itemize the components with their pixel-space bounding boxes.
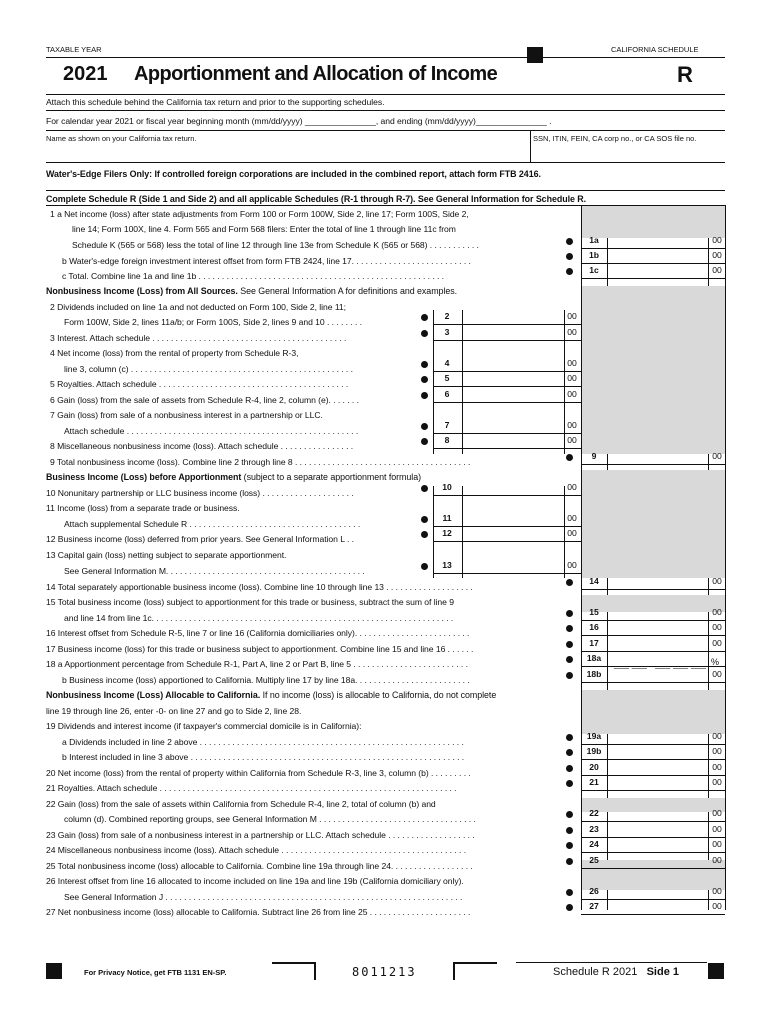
line-22-amount-input[interactable] [608, 807, 708, 821]
line-15-bullet-icon [566, 610, 573, 617]
form-title: Apportionment and Allocation of Income [134, 63, 498, 85]
line-18a-bullet-icon [566, 656, 573, 663]
line-4-text: 4 Net income (loss) from the rental of property from Schedule R-3, [50, 348, 299, 358]
line-13-rule [433, 573, 581, 574]
line-6-amount-input[interactable] [463, 388, 564, 402]
line-1a-cents: 00 [712, 235, 722, 245]
line-17-rule [581, 651, 725, 652]
line-1b-cents: 00 [712, 250, 722, 260]
line-9-rule [581, 464, 725, 465]
line-24-bullet-icon [566, 842, 573, 849]
line-10-rule [433, 495, 581, 496]
line-2-id: 2 [444, 311, 450, 321]
ssn-field[interactable] [531, 131, 725, 161]
line-7-cents: 00 [567, 420, 577, 430]
line-6-cents: 00 [567, 389, 577, 399]
line-27-id: 27 [589, 901, 599, 911]
line-11-bullet-icon [421, 516, 428, 523]
line-19b-amount-input[interactable] [608, 745, 708, 759]
line-11-cents: 00 [567, 513, 577, 523]
line-13-id: 13 [442, 560, 452, 570]
line-1a-id: 1a [589, 235, 599, 245]
line-27-amount-input[interactable] [608, 900, 708, 914]
line-23-id: 23 [589, 824, 599, 834]
line-8-text: 8 Miscellaneous nonbusiness income (loss). Attach schedule . . . . . . . . . . . . . . . . [50, 441, 354, 451]
percent-sign: % [711, 657, 720, 667]
line-3-id: 3 [444, 327, 450, 337]
line-9-id: 9 [591, 451, 597, 461]
line-19a-text: a Dividends included in line 2 above . . . . . . . . . . . . . . . . . . . . . . . . . . . . . . . . . . . . . . . . . . . . . . . . . . . . . . . . . [62, 737, 464, 747]
line-1a-bullet-icon [566, 238, 573, 245]
line-16-cents: 00 [712, 622, 722, 632]
line-25-bullet-icon [566, 858, 573, 865]
line-13-text-2: See General Information M. . . . . . . . . . . . . . . . . . . . . . . . . . . . . . . . . . . . . . . . . . . [64, 566, 365, 576]
line-11-amount-input[interactable] [463, 512, 564, 526]
line-19b-rule [581, 759, 725, 760]
line-23-text: 23 Gain (loss) from sale of a nonbusiness interest in a partnership or LLC. Attach schedule . . . . . . . . . . . . . . . . . . . [46, 830, 475, 840]
line-5-amount-input[interactable] [463, 372, 564, 386]
line-20-text: 20 Net income (loss) from the rental of property within California from Schedule R-3, line 3, column (b) . . . . . . . . . [46, 768, 471, 778]
line-14-text: 14 Total separately apportionable business income (loss). Combine line 10 through line 13 . . . . . . . . . . . . . . . . . . . [46, 582, 473, 592]
ssn-field-label: SSN, ITIN, FEIN, CA corp no., or CA SOS file no. [533, 134, 697, 143]
line-2-text: 2 Dividends included on line 1a and not deducted on Form 100, Side 2, line 11; [50, 302, 346, 312]
line-22-id: 22 [589, 808, 599, 818]
line-18b-cents: 00 [712, 669, 722, 679]
line-12-text: 12 Business income (loss) deferred from prior years. See General Information L . . [46, 534, 354, 544]
line-9-text: 9 Total nonbusiness income (loss). Combine line 2 through line 8 . . . . . . . . . . . . . . . . . . . . . . . . . . . . . . . . . . . . . . [50, 457, 471, 467]
line-15-id: 15 [589, 607, 599, 617]
line-23-bullet-icon [566, 827, 573, 834]
line-13-text: 13 Capital gain (loss) netting subject to separate apportionment. [46, 550, 287, 560]
line-18b-id: 18b [586, 669, 602, 679]
corner-mark-1 [272, 962, 316, 980]
taxable-year-label: TAXABLE YEAR [46, 45, 102, 54]
line-3-text: 3 Interest. Attach schedule . . . . . . . . . . . . . . . . . . . . . . . . . . . . . . . . . . . . . . . . . . [50, 333, 347, 343]
line-23-cents: 00 [712, 824, 722, 834]
line-13-cents: 00 [567, 560, 577, 570]
line-19b-bullet-icon [566, 749, 573, 756]
waters-edge-note: Water's-Edge Filers Only: If controlled foreign corporations are included in the combined report, attach form FTB 2416. [46, 169, 541, 179]
privacy-notice: For Privacy Notice, get FTB 1131 EN-SP. [84, 968, 227, 977]
line-12-bullet-icon [421, 531, 428, 538]
line-8-cents: 00 [567, 435, 577, 445]
line-24-id: 24 [589, 839, 599, 849]
line-3-amount-input[interactable] [463, 326, 564, 340]
line-20-rule [581, 775, 725, 776]
name-field[interactable] [46, 131, 530, 161]
line-26-cents: 00 [712, 886, 722, 896]
line-14-amount-input[interactable] [608, 575, 708, 589]
registration-mark [527, 47, 543, 63]
line-18a-percent-blank[interactable]: ___ ___ . ___ ___ ___ [614, 659, 707, 669]
line-21-amount-input[interactable] [608, 776, 708, 790]
line-22-bullet-icon [566, 811, 573, 818]
line-17-bullet-icon [566, 641, 573, 648]
line-1c-text: c Total. Combine line 1a and line 1b . . . . . . . . . . . . . . . . . . . . . . . . . . . . . . . . . . . . . . . . . . . . . . . . . . . . . [62, 271, 444, 281]
line-21-cents: 00 [712, 777, 722, 787]
form-code: 8011213 [352, 965, 417, 979]
line-26-text-2: See General Information J . . . . . . . . . . . . . . . . . . . . . . . . . . . . . . . . . . . . . . . . . . . . . . . . . . . . . . . . . . . . . . . . [64, 892, 463, 902]
line-7-bullet-icon [421, 423, 428, 430]
line-3-cents: 00 [567, 327, 577, 337]
line-9-amount-input[interactable] [608, 450, 708, 464]
line-10-cents: 00 [567, 482, 577, 492]
line-11-text-2: Attach supplemental Schedule R . . . . . . . . . . . . . . . . . . . . . . . . . . . . . . . . . . . . . [64, 519, 361, 529]
line-22-text-2: column (d). Combined reporting groups, see General Information M . . . . . . . . . . . . . . . . . . . . . . . . . . . . . . . . . . [64, 814, 476, 824]
line-19-text: 19 Dividends and interest income (if taxpayer's commercial domicile is in California): [46, 721, 362, 731]
line-6-rule [433, 402, 581, 403]
line-2-amount-input[interactable] [463, 310, 564, 324]
line-12-cents: 00 [567, 528, 577, 538]
line-1a-rule [581, 248, 725, 249]
line-17-id: 17 [589, 638, 599, 648]
line-7-rule [433, 433, 581, 434]
line-1a-text-2: line 14; Form 100X, line 4. Form 565 and Form 568 filers: Enter the total of line 1 through line 11c from [72, 224, 456, 234]
line-23-amount-input[interactable] [608, 823, 708, 837]
line-16-bullet-icon [566, 625, 573, 632]
line-21-bullet-icon [566, 780, 573, 787]
line-6-id: 6 [444, 389, 450, 399]
line-1c-amount-input[interactable] [608, 264, 708, 278]
line-4-amount-input[interactable] [463, 357, 564, 371]
line-19b-text: b Interest included in line 3 above . . . . . . . . . . . . . . . . . . . . . . . . . . . . . . . . . . . . . . . . . . . . . . . . . . . . . . . . . . . [62, 752, 465, 762]
line-2-cents: 00 [567, 311, 577, 321]
line-11-rule [433, 526, 581, 527]
line-1c-id: 1c [589, 265, 599, 275]
line-10-bullet-icon [421, 485, 428, 492]
line-6-bullet-icon [421, 392, 428, 399]
line-20-amount-input[interactable] [608, 761, 708, 775]
line-27-text: 27 Net nonbusiness income (loss) allocable to California. Subtract line 26 from line 25 . . . . . . . . . . . . . . . . . . . . . . [46, 907, 471, 917]
footer-side-label: Schedule R 2021 Side 1 [553, 966, 679, 978]
line-25-cents: 00 [712, 855, 722, 865]
line-20-bullet-icon [566, 765, 573, 772]
line-1c-cents: 00 [712, 265, 722, 275]
line-2-text-2: Form 100W, Side 2, lines 11a/b; or Form 100S, Side 2, lines 9 and 10 . . . . . . . . [64, 317, 363, 327]
line-1a-amount-input[interactable] [608, 234, 708, 248]
line-6-text: 6 Gain (loss) from the sale of assets from Schedule R-4, line 2, column (e). . . . . . . [50, 395, 359, 405]
calendar-year-line[interactable]: For calendar year 2021 or fiscal year beginning month (mm/dd/yyyy) _______________, and ending (mm/dd/yyyy)_______________ . [46, 116, 552, 126]
line-16-rule [581, 635, 725, 636]
line-16-id: 16 [589, 622, 599, 632]
line-5-bullet-icon [421, 376, 428, 383]
line-7-text-2: Attach schedule . . . . . . . . . . . . . . . . . . . . . . . . . . . . . . . . . . . . . . . . . . . . . . . . . . [64, 426, 359, 436]
line-21-rule [581, 790, 725, 791]
line-10-text: 10 Nonunitary partnership or LLC business income (loss) . . . . . . . . . . . . . . . . . . . . [46, 488, 354, 498]
line-18b-text: b Business income (loss) apportioned to California. Multiply line 17 by line 18a. . . . . . . . . . . . . . . . . . . . . . . . . [62, 675, 470, 685]
line-26-id: 26 [589, 886, 599, 896]
line-22-text: 22 Gain (loss) from the sale of assets within California from Schedule R-4, line 2, total of column (b) and [46, 799, 436, 809]
line-4-text-2: line 3, column (c) . . . . . . . . . . . . . . . . . . . . . . . . . . . . . . . . . . . . . . . . . . . . . . . . [64, 364, 353, 374]
line-27-rule [581, 914, 725, 915]
line-4-id: 4 [444, 358, 450, 368]
nonbusiness-allocable-header-2: line 19 through line 26, enter -0- on line 27 and go to Side 2, line 28. [46, 706, 302, 716]
line-24-amount-input[interactable] [608, 838, 708, 852]
line-8-amount-input[interactable] [463, 434, 564, 448]
line-26-bullet-icon [566, 889, 573, 896]
line-4-rule [433, 371, 581, 372]
line-18b-rule [581, 682, 725, 683]
corner-mark-2 [453, 962, 497, 980]
line-22-cents: 00 [712, 808, 722, 818]
line-4-bullet-icon [421, 361, 428, 368]
line-10-id: 10 [442, 482, 452, 492]
line-19a-cents: 00 [712, 731, 722, 741]
line-3-rule [433, 340, 581, 341]
line-13-amount-input[interactable] [463, 559, 564, 573]
line-4-cents: 00 [567, 358, 577, 368]
line-19a-rule [581, 744, 725, 745]
line-7-id: 7 [444, 420, 450, 430]
line-5-rule [433, 386, 581, 387]
line-21-id: 21 [589, 777, 599, 787]
line-11-text: 11 Income (loss) from a separate trade or business. [46, 503, 240, 513]
line-24-cents: 00 [712, 839, 722, 849]
tax-year: 2021 [63, 63, 108, 85]
line-18a-id: 18a [586, 653, 602, 663]
line-24-rule [581, 852, 725, 853]
line-8-bullet-icon [421, 438, 428, 445]
line-25-rule [581, 868, 725, 869]
nonbusiness-allocable-header: Nonbusiness Income (Loss) Allocable to California. If no income (loss) is allocable to California, do not complete [46, 690, 497, 700]
line-5-text: 5 Royalties. Attach schedule . . . . . . . . . . . . . . . . . . . . . . . . . . . . . . . . . . . . . . . . . [50, 379, 349, 389]
line-19b-cents: 00 [712, 746, 722, 756]
line-1c-rule [581, 278, 725, 279]
line-7-amount-input[interactable] [463, 419, 564, 433]
footer-mark-right [708, 963, 724, 979]
line-1b-id: 1b [588, 250, 600, 260]
line-20-cents: 00 [712, 762, 722, 772]
line-18b-amount-input[interactable] [608, 668, 708, 682]
line-26-amount-input[interactable] [608, 885, 708, 899]
line-1b-rule [581, 263, 725, 264]
line-1c-bullet-icon [566, 268, 573, 275]
line-1b-text: b Water's-edge foreign investment interest offset from form FTB 2424, line 17. . . . . . . . . . . . . . . . . . . . . . . . . . [62, 256, 471, 266]
line-5-cents: 00 [567, 373, 577, 383]
line-26-text: 26 Interest offset from line 16 allocated to income included on line 19a and line 19b (California domiciliary only). [46, 876, 464, 886]
line-16-text: 16 Interest offset from Schedule R-5, line 7 or line 16 (California domiciliaries only). . . . . . . . . . . . . . . . . . . . . . . . . [46, 628, 470, 638]
business-income-header: Business Income (Loss) before Apportionment (subject to a separate apportionment formula) [46, 472, 421, 482]
line-19b-id: 19b [586, 746, 602, 756]
line-25-amount-input[interactable] [608, 854, 708, 868]
line-12-id: 12 [442, 528, 452, 538]
line-27-bullet-icon [566, 904, 573, 911]
name-field-label: Name as shown on your California tax return. [46, 134, 197, 143]
line-19a-bullet-icon [566, 734, 573, 741]
line-7-text: 7 Gain (loss) from sale of a nonbusiness interest in a partnership or LLC. [50, 410, 323, 420]
line-8-rule [433, 448, 581, 449]
line-10-amount-input[interactable] [463, 481, 564, 495]
line-17-text: 17 Business income (loss) for this trade or business subject to apportionment. Combine line 15 and line 16 . . . . . . [46, 644, 474, 654]
complete-instruction: Complete Schedule R (Side 1 and Side 2) and all applicable Schedules (R-1 through R-7). See General Information for Schedule R. [46, 194, 587, 204]
line-18a-text: 18 a Apportionment percentage from Schedule R-1, Part A, line 2 or Part B, line 5 . . . . . . . . . . . . . . . . . . . . . . . . . [46, 659, 468, 669]
schedule-label: CALIFORNIA SCHEDULE [611, 45, 699, 54]
line-25-id: 25 [589, 855, 599, 865]
line-22-rule [581, 821, 725, 822]
line-14-rule [581, 589, 725, 590]
nonbusiness-header: Nonbusiness Income (Loss) from All Sources. See General Information A for definitions and examples. [46, 286, 458, 296]
line-9-cents: 00 [712, 451, 722, 461]
line-15-cents: 00 [712, 607, 722, 617]
line-8-id: 8 [444, 435, 450, 445]
attach-instruction: Attach this schedule behind the California tax return and prior to the supporting schedules. [46, 97, 385, 107]
line-18b-bullet-icon [566, 672, 573, 679]
line-15-rule [581, 620, 725, 621]
line-3-bullet-icon [421, 330, 428, 337]
line-15-text-2: and line 14 from line 1c. . . . . . . . . . . . . . . . . . . . . . . . . . . . . . . . . . . . . . . . . . . . . . . . . . . . . . . . . . . . . . . . . [64, 613, 454, 623]
line-19a-amount-input[interactable] [608, 730, 708, 744]
line-25-text: 25 Total nonbusiness income (loss) allocable to California. Combine line 19a through line 24. . . . . . . . . . . . . . . . . . [46, 861, 473, 871]
line-5-id: 5 [444, 373, 450, 383]
line-14-bullet-icon [566, 579, 573, 586]
line-24-text: 24 Miscellaneous nonbusiness income (loss). Attach schedule . . . . . . . . . . . . . . . . . . . . . . . . . . . . . . . . . . . . . . . . [46, 845, 467, 855]
line-13-bullet-icon [421, 563, 428, 570]
line-1b-bullet-icon [566, 253, 573, 260]
footer-mark-left [46, 963, 62, 979]
line-27-cents: 00 [712, 901, 722, 911]
line-17-cents: 00 [712, 638, 722, 648]
line-12-rule [433, 541, 581, 542]
schedule-letter: R [677, 62, 693, 87]
line-17-amount-input[interactable] [608, 637, 708, 651]
line-14-cents: 00 [712, 576, 722, 586]
line-11-id: 11 [442, 513, 452, 523]
line-1a-text: 1 a Net income (loss) after state adjustments from Form 100 or Form 100W, Side 2, line 17; Form 100S, Side 2, [50, 209, 469, 219]
line-19a-id: 19a [586, 731, 602, 741]
line-2-bullet-icon [421, 314, 428, 321]
line-26-rule [581, 899, 725, 900]
line-12-amount-input[interactable] [463, 527, 564, 541]
line-21-text: 21 Royalties. Attach schedule . . . . . . . . . . . . . . . . . . . . . . . . . . . . . . . . . . . . . . . . . . . . . . . . . . . . . . . . . . . . . . . . [46, 783, 457, 793]
line-15-amount-input[interactable] [608, 606, 708, 620]
line-23-rule [581, 837, 725, 838]
line-20-id: 20 [589, 762, 599, 772]
line-1b-amount-input[interactable] [608, 249, 708, 263]
line-14-id: 14 [589, 576, 599, 586]
line-2-rule [433, 324, 581, 325]
line-15-text: 15 Total business income (loss) subject to apportionment for this trade or business, subtract the sum of line 9 [46, 597, 454, 607]
line-9-bullet-icon [566, 454, 573, 461]
line-16-amount-input[interactable] [608, 621, 708, 635]
line-1a-text-3: Schedule K (565 or 568) less the total of line 12 through line 13e from Schedule K (565 or 568) . . . . . . . . . . . [72, 240, 479, 250]
